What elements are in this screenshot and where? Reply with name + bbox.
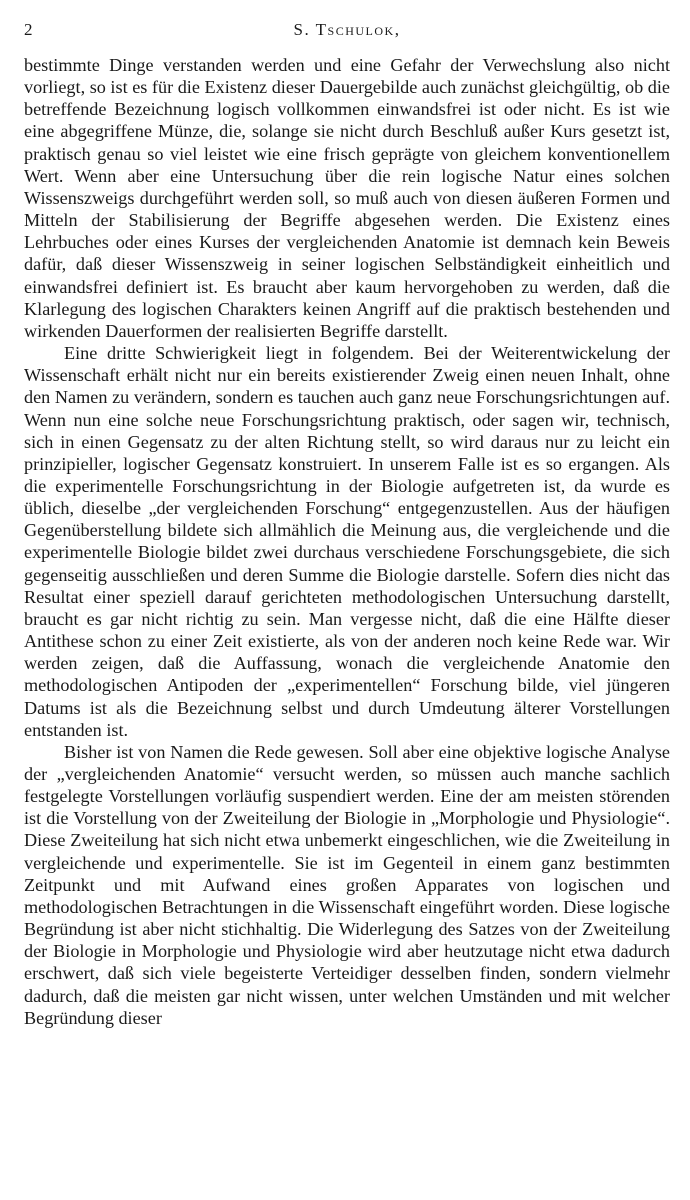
running-title: S. Tschulok, — [293, 20, 401, 39]
book-page — [24, 18, 670, 1188]
paragraph-dritte-schwierigkeit: Eine dritte Schwierigkeit liegt in folgendem. Bei der Weiterentwickelung der Wissenschaft erhält nicht nur ein bereits existierender Zweig einen neuen Inhalt, ohne den Namen zu verändern, sondern es tauchen auch ganz neue Forschungsrichtungen auf. Wenn nun eine solche neue Forschungsrichtung praktisch, oder sagen wir, technisch, sich in einen Gegensatz zu der alten Richtung stellt, so wird daraus nur zu leicht ein prinzipieller, logischer Gegensatz konstruiert. In unserem Falle ist es so ergangen. Als die experimentelle Forschungsrichtung in der Biologie aufgetreten ist, da wurde es üblich, dieselbe „der vergleichenden Forschung“ entgegenzustellen. Aus der häufigen Gegenüberstellung bildete sich allmählich die Meinung aus, die vergleichende und die experimentelle Biologie bildet zwei durchaus verschiedene Forschungsgebiete, die sich gegenseitig ausschließen und deren Summe die Biologie darstelle. Sofern dies nicht das Resultat einer speziell darauf gerichteten methodologischen Untersuchung darstellt, braucht es gar nicht richtig zu sein. Man vergesse nicht, daß die eine Hälfte dieser Antithese schon zu einer Zeit existierte, als von der anderen noch keine Rede war. Wir werden zeigen, daß die Auffassung, wonach die vergleichende Anatomie den methodologischen Antipoden der „experimentellen“ Forschung bilde, viel jüngeren Datums ist als die Bezeichnung selbst und durch Umdeutung älterer Vorstellungen entstanden ist. — [24, 343, 670, 740]
body-text — [24, 54, 670, 1029]
paragraph-continued: bestimmte Dinge verstanden werden und eine Gefahr der Verwechslung also nicht vorliegt, so ist es für die Existenz dieser Dauergebilde auch zunächst gleichgültig, ob die betreffende Bezeichnung logisch vollkommen einwandsfrei ist oder nicht. Es ist wie eine abgegriffene Münze, die, solange sie nicht durch Beschluß außer Kurs gesetzt ist, praktisch genau so viel leistet wie eine frisch geprägte von gleichem konventionellem Wert. Wenn aber eine Untersuchung über die rein logische Natur eines solchen Wissenszweigs durchgeführt werden soll, so muß auch von diesen äußeren Formen und Mitteln der Stabilisierung der Begriffe abgesehen werden. Die Existenz eines Lehrbuches oder eines Kurses der vergleichenden Anatomie ist demnach kein Beweis dafür, daß dieser Wissenszweig in seiner logischen Selbständigkeit einheitlich und einwandsfrei definiert ist. Es braucht aber kaum hervorgehoben zu werden, daß die Klarlegung des logischen Charakters keinen Angriff auf die praktisch bestehenden und wirkenden Dauerformen der realisierten Begriffe darstellt. — [24, 55, 670, 341]
running-head — [24, 18, 670, 52]
paragraph-bisher-namen: Bisher ist von Namen die Rede gewesen. Soll aber eine objektive logische Analyse der „vergleichenden Anatomie“ versucht werden, so müssen auch manche sachlich festgelegte Vorstellungen vorläufig suspendiert werden. Eine der am meisten störenden ist die Vorstellung von der Zweiteilung der Biologie in „Morphologie und Physiologie“. Diese Zweiteilung hat sich nicht etwa unbemerkt eingeschlichen, wie die Zweiteilung in vergleichende und experimentelle. Sie ist im Gegenteil in einem ganz bestimmten Zeitpunkt und mit Aufwand eines großen Apparates von logischen und methodologischen Betrachtungen in die Wissenschaft eingeführt worden. Diese logische Begründung ist aber nicht stichhaltig. Die Widerlegung des Satzes von der Zweiteilung der Biologie in Morphologie und Physiologie wird aber heutzutage nicht etwa dadurch erschwert, daß sich viele begeisterte Verteidiger desselben finden, sondern vielmehr dadurch, daß die meisten gar nicht wissen, unter welchen Umständen und mit welcher Begründung dieser — [24, 741, 670, 1028]
page-number: 2 — [24, 20, 33, 39]
